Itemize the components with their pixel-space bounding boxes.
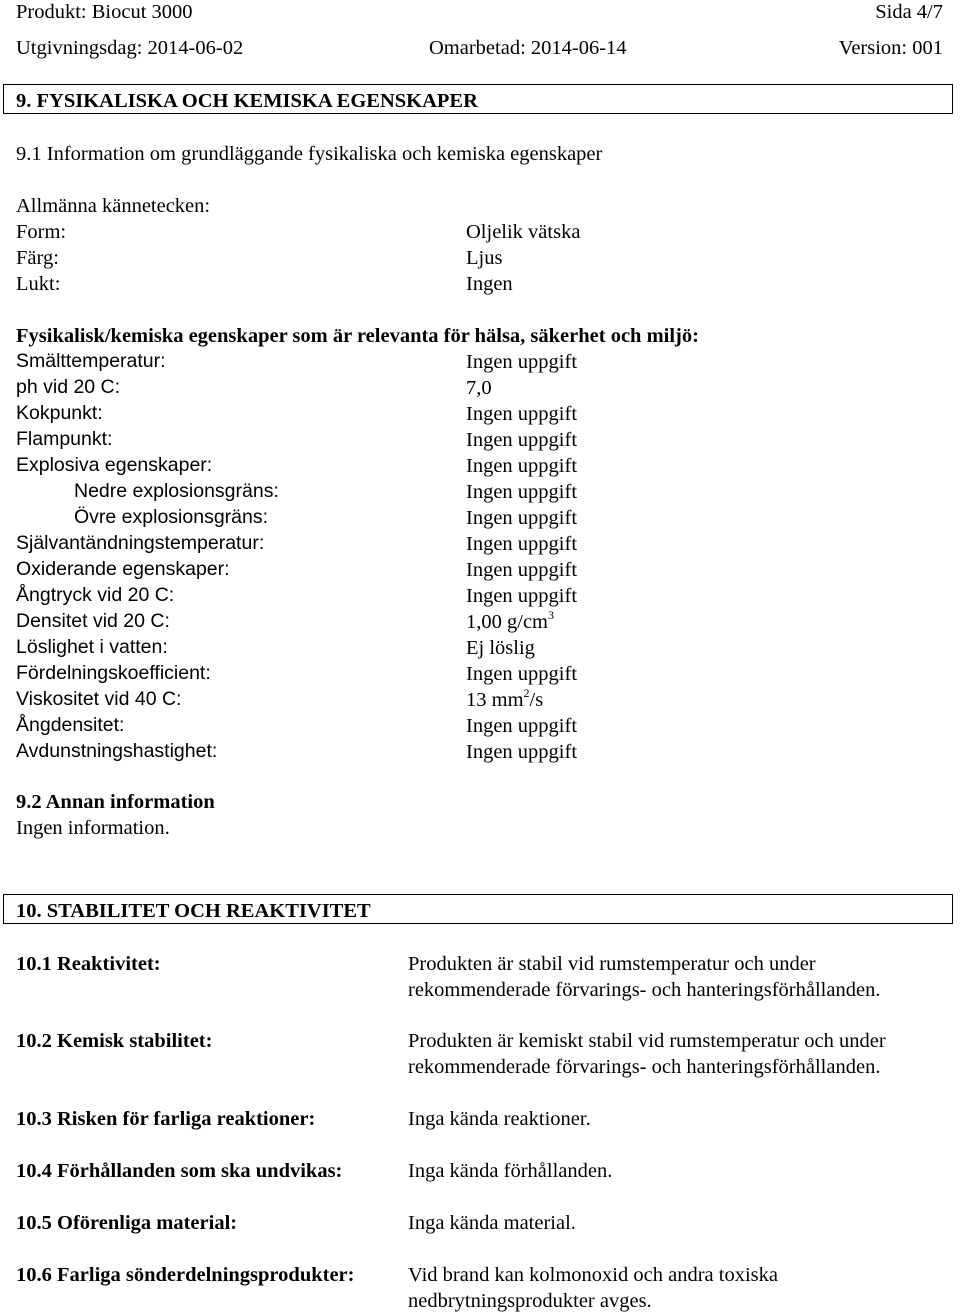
stability-label: 10.2 Kemisk stabilitet: bbox=[16, 1030, 213, 1052]
property-value-text: 7,0 bbox=[466, 377, 492, 399]
stability-label: 10.6 Farliga sönderdelningsprodukter: bbox=[16, 1264, 355, 1286]
property-label: Viskositet vid 40 C: bbox=[16, 688, 182, 710]
property-value bbox=[466, 686, 544, 711]
stability-label: 10.3 Risken för farliga reaktioner: bbox=[16, 1108, 316, 1130]
property-value bbox=[466, 560, 577, 581]
property-label: Nedre explosionsgräns: bbox=[74, 480, 279, 502]
general-label: Lukt: bbox=[16, 273, 61, 295]
property-label: Oxiderande egenskaper: bbox=[16, 558, 230, 580]
property-value-text: Ingen uppgift bbox=[466, 741, 578, 763]
property-value bbox=[466, 742, 577, 763]
property-value bbox=[466, 608, 554, 633]
property-value-superscript: 2 bbox=[523, 686, 530, 700]
property-value bbox=[466, 534, 577, 555]
property-value bbox=[466, 404, 577, 425]
property-value bbox=[466, 586, 577, 607]
stability-text: Inga kända förhållanden. bbox=[408, 1160, 613, 1182]
subsection-9-2-title: 9.2 Annan information bbox=[16, 791, 215, 813]
property-value-unit: /s bbox=[529, 689, 544, 711]
property-label: Avdunstningshastighet: bbox=[16, 740, 218, 762]
revised-date: Omarbetad: 2014-06-14 bbox=[429, 37, 627, 59]
property-value-text: Ingen uppgift bbox=[466, 507, 578, 529]
stability-label: 10.5 Oförenliga material: bbox=[16, 1212, 238, 1234]
property-value bbox=[466, 430, 577, 451]
property-value bbox=[466, 378, 492, 399]
general-value: Ljus bbox=[466, 247, 503, 269]
property-value-text: Ingen uppgift bbox=[466, 533, 578, 555]
props-heading: Fysikalisk/kemiska egenskaper som är relevanta för hälsa, säkerhet och miljö: bbox=[16, 325, 699, 347]
property-label: ph vid 20 C: bbox=[16, 376, 121, 398]
subsection-9-1-title: 9.1 Information om grundläggande fysikaliska och kemiska egenskaper bbox=[16, 143, 603, 165]
property-label: Ångtryck vid 20 C: bbox=[16, 584, 175, 606]
property-label: Fördelningskoefficient: bbox=[16, 662, 211, 684]
section-9-title: 9. FYSIKALISKA OCH KEMISKA EGENSKAPER bbox=[16, 90, 478, 112]
stability-text: Vid brand kan kolmonoxid och andra toxiska bbox=[408, 1264, 778, 1286]
section-10-title-box bbox=[3, 894, 953, 924]
property-value bbox=[466, 456, 577, 477]
section-10-title: 10. STABILITET OCH REAKTIVITET bbox=[16, 900, 371, 922]
stability-text: Produkten är stabil vid rumstemperatur och under bbox=[408, 953, 816, 975]
general-label: Form: bbox=[16, 221, 67, 243]
stability-text: nedbrytningsprodukter avges. bbox=[408, 1290, 652, 1312]
stability-text: rekommenderade förvarings- och hanteringsförhållanden. bbox=[408, 1056, 881, 1078]
property-value-text: Ingen uppgift bbox=[466, 585, 578, 607]
property-value bbox=[466, 352, 577, 373]
property-value bbox=[466, 664, 577, 685]
property-label: Densitet vid 20 C: bbox=[16, 610, 170, 632]
property-label: Explosiva egenskaper: bbox=[16, 454, 213, 476]
property-value bbox=[466, 508, 577, 529]
stability-text: Inga kända material. bbox=[408, 1212, 576, 1234]
property-label: Självantändningstemperatur: bbox=[16, 532, 265, 554]
stability-label: 10.1 Reaktivitet: bbox=[16, 953, 161, 975]
property-label: Smälttemperatur: bbox=[16, 350, 166, 372]
issue-date: Utgivningsdag: 2014-06-02 bbox=[16, 37, 244, 59]
property-value-superscript: 3 bbox=[548, 608, 554, 622]
property-value-text: Ingen uppgift bbox=[466, 403, 578, 425]
stability-text: Inga kända reaktioner. bbox=[408, 1108, 591, 1130]
stability-text: Produkten är kemiskt stabil vid rumstemperatur och under bbox=[408, 1030, 886, 1052]
property-value-text: Ingen uppgift bbox=[466, 481, 578, 503]
property-value bbox=[466, 716, 577, 737]
property-label: Ångdensitet: bbox=[16, 714, 125, 736]
subsection-9-2-text: Ingen information. bbox=[16, 817, 170, 839]
property-value-text: Ingen uppgift bbox=[466, 559, 578, 581]
property-value-text: Ingen uppgift bbox=[466, 351, 578, 373]
property-value-text: Ingen uppgift bbox=[466, 663, 578, 685]
general-label: Färg: bbox=[16, 247, 59, 269]
version: Version: 001 bbox=[838, 37, 943, 59]
property-label: Kokpunkt: bbox=[16, 402, 103, 424]
section-9-title-box bbox=[3, 84, 953, 114]
stability-label: 10.4 Förhållanden som ska undvikas: bbox=[16, 1160, 343, 1182]
general-value: Ingen bbox=[466, 273, 513, 295]
property-value bbox=[466, 638, 535, 659]
property-label: Övre explosionsgräns: bbox=[74, 506, 269, 528]
property-value-text: 1,00 g/cm bbox=[466, 611, 548, 633]
general-value: Oljelik vätska bbox=[466, 221, 581, 243]
property-value-text: 13 mm bbox=[466, 689, 524, 711]
general-heading: Allmänna kännetecken: bbox=[16, 195, 211, 217]
product-name: Produkt: Biocut 3000 bbox=[16, 1, 193, 23]
property-value-text: Ingen uppgift bbox=[466, 715, 578, 737]
property-value-text: Ej löslig bbox=[466, 637, 535, 659]
property-value bbox=[466, 482, 577, 503]
stability-text: rekommenderade förvarings- och hanteringsförhållanden. bbox=[408, 979, 881, 1001]
property-label: Löslighet i vatten: bbox=[16, 636, 168, 658]
property-value-text: Ingen uppgift bbox=[466, 429, 578, 451]
property-label: Flampunkt: bbox=[16, 428, 113, 450]
property-value-text: Ingen uppgift bbox=[466, 455, 578, 477]
page-number: Sida 4/7 bbox=[875, 1, 943, 23]
